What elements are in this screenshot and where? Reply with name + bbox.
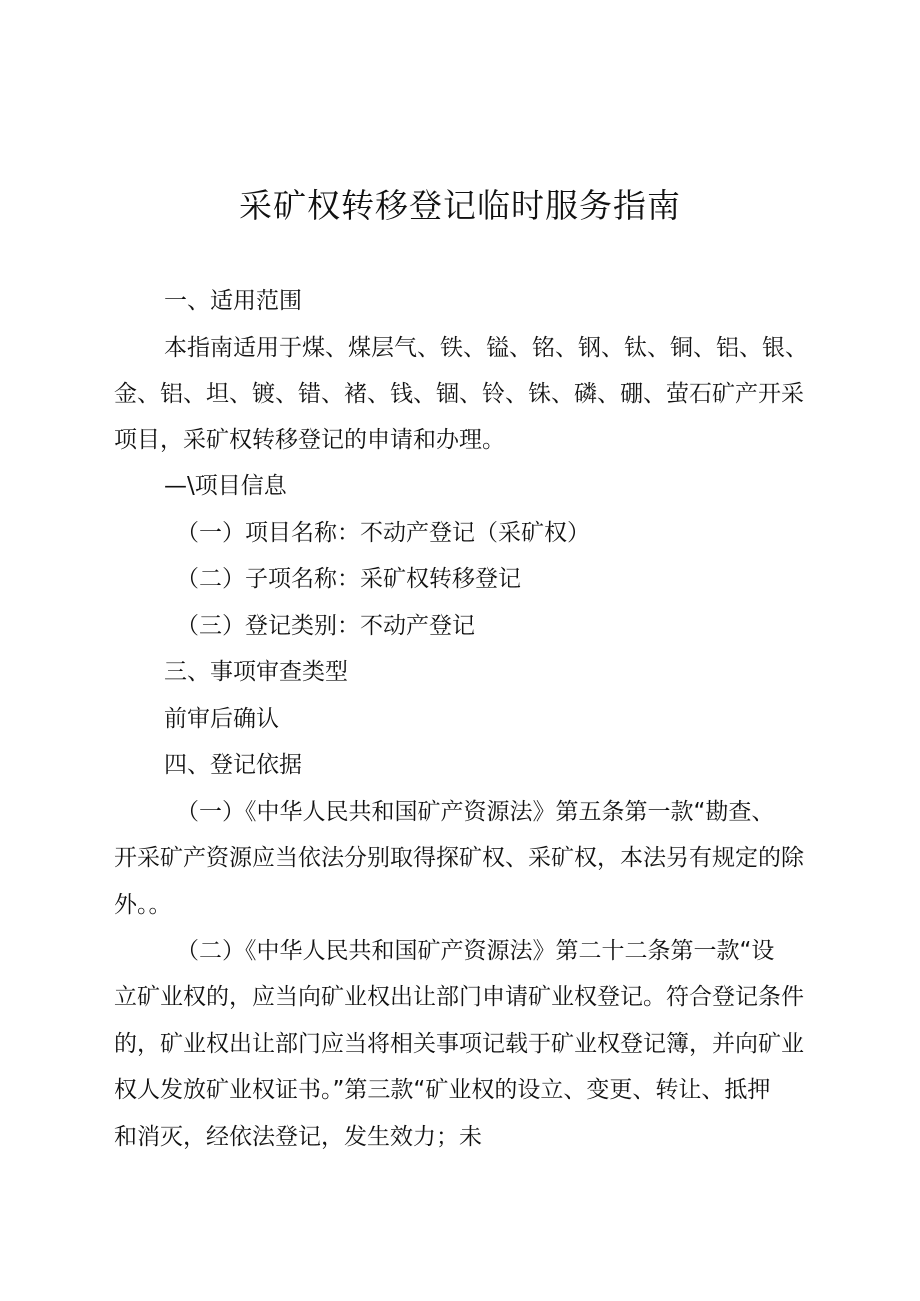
- paragraph-line: 金、铝、坦、镀、错、褚、钱、锢、铃、铢、磷、硼、萤石矿产开采: [114, 381, 804, 407]
- paragraph-line: （一）《中华人民共和国矿产资源法》第五条第一款“勘查、: [176, 799, 775, 825]
- section-heading-review-type: 三、事项审查类型: [164, 659, 348, 685]
- paragraph-line: 权人发放矿业权证书。”第三款“矿业权的设立、变更、转让、抵押: [114, 1077, 771, 1103]
- paragraph-line: 开采矿产资源应当依法分别取得探矿权、采矿权，本法另有规定的除: [114, 845, 804, 871]
- section-heading-basis: 四、登记依据: [164, 752, 302, 778]
- paragraph-line: 项目，采矿权转移登记的申请和办理。: [114, 427, 505, 453]
- paragraph-line: 外。。: [114, 892, 172, 918]
- paragraph-line: 本指南适用于煤、煤层气、铁、镒、铭、钢、钛、铜、铝、银、: [164, 335, 808, 361]
- paragraph-line: 前审后确认: [164, 706, 279, 732]
- paragraph-line: 立矿业权的，应当向矿业权出让部门申请矿业权登记。符合登记条件: [114, 984, 804, 1010]
- list-item: （二）子项名称：采矿权转移登记: [176, 566, 521, 592]
- section-heading-scope: 一、适用范围: [164, 288, 302, 314]
- document-title: 采矿权转移登记临时服务指南: [239, 186, 681, 225]
- list-item: （一）项目名称：不动产登记（采矿权）: [176, 520, 590, 546]
- paragraph-line: 的，矿业权出让部门应当将相关事项记载于矿业权登记簿，并向矿业: [114, 1031, 804, 1057]
- list-item: （三）登记类别：不动产登记: [176, 613, 475, 639]
- paragraph-line: （二）《中华人民共和国矿产资源法》第二十二条第一款“设: [176, 938, 775, 964]
- section-heading-project-info: —\项目信息: [164, 473, 287, 499]
- paragraph-line: 和消灭，经依法登记，发生效力；未: [114, 1124, 482, 1150]
